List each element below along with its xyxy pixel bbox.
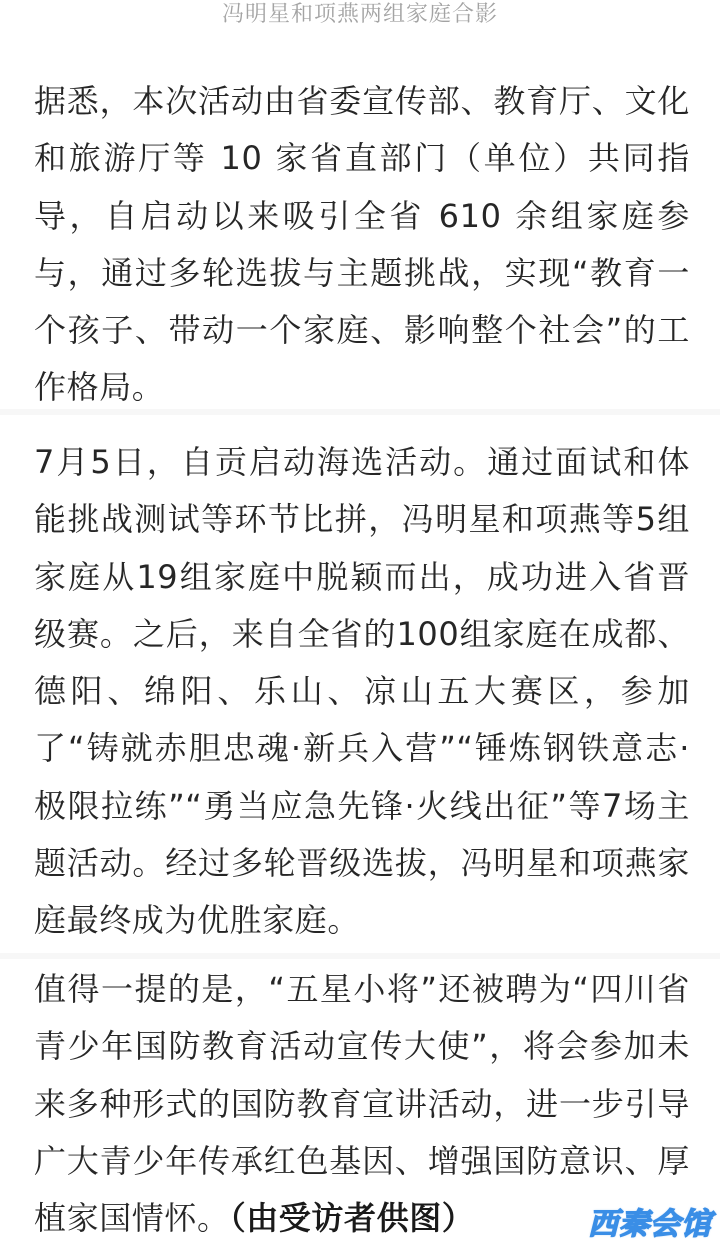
article-paragraph-2: 7月5日，自贡启动海选活动。通过面试和体能挑战测试等环节比拼，冯明星和项燕等5组家庭从19组家庭中脱颖而出，成功进入省晋级赛。之后，来自全省的100组家庭在成都、德阳、绵阳、乐山、凉山五大赛区，参加了“铸就赤胆忠魂·新兵入营”“锤炼钢铁意志·极限拉练”“勇当应急先锋·火线出征”等7场主题活动。经过多轮晋级选拔，冯明星和项燕家庭最终成为优胜家庭。	[34, 443, 690, 940]
article-paragraph-1: 据悉，本次活动由省委宣传部、教育厅、文化和旅游厅等 10 家省直部门（单位）共同指导，自启动以来吸引全省 610 余组家庭参与，通过多轮选拔与主题挑战，实现“教育一个孩子、带动一个家庭、影响整个社会”的工作格局。	[34, 82, 690, 407]
paragraph-3-text: 值得一提的是，“五星小将”还被聘为“四川省青少年国防教育活动宣传大使”，将会参加未来多种形式的国防教育宣讲活动，进一步引导广大青少年传承红色基因、增强国防意识、厚植家国情怀。	[34, 970, 690, 1238]
image-caption: 冯明星和项燕两组家庭合影	[221, 2, 498, 27]
paragraph-divider	[0, 953, 720, 959]
photo-credit: （由受访者供图）	[229, 1199, 475, 1238]
paragraph-divider	[0, 409, 720, 415]
watermark-logo: 西秦会馆	[588, 1207, 712, 1242]
